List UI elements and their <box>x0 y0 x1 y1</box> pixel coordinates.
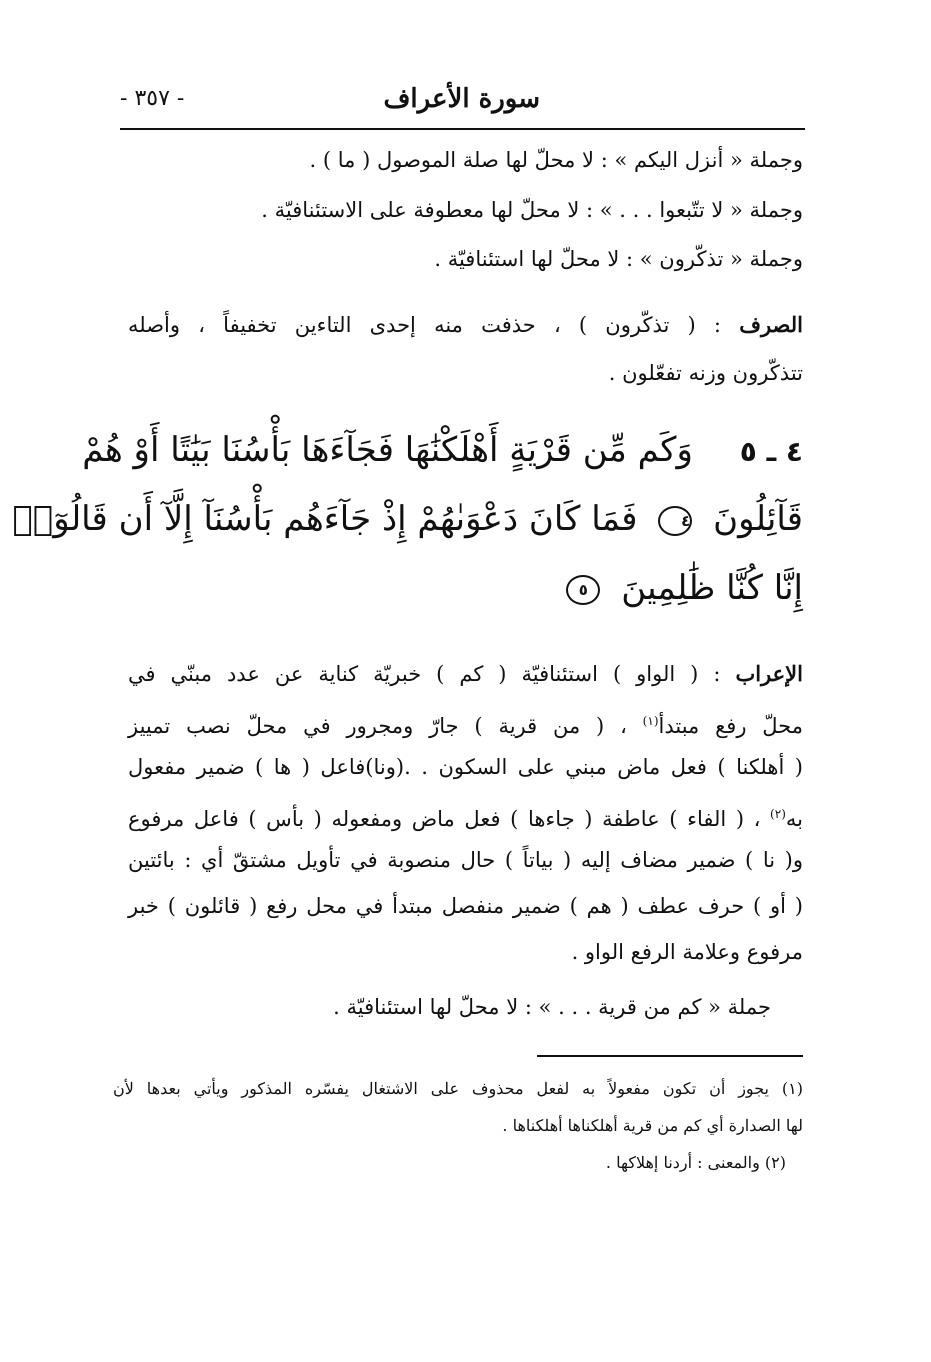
irab-line <box>128 707 803 740</box>
verse-line <box>12 497 803 541</box>
footnote-line: (٢) والمعنى : أردنا إهلاكها . <box>605 1153 786 1172</box>
sarf-text: : ( تذكّرون ) ، حذفت منه إحدى التاءين تخفيفاً ، وأصله <box>128 313 721 337</box>
sentence-line: وجملة « أنزل اليكم » : لا محلّ لها صلة الموصول ( ما ) . <box>309 148 803 172</box>
footnote-divider <box>537 1055 803 1057</box>
irab-text: ، ( الفاء ) عاطفة ( جاءها ) فعل ماض ومفعوله ( بأس ) فاعل مرفوع <box>128 807 761 831</box>
irab-text: به <box>785 807 803 831</box>
sentence-line: وجملة « تذكّرون » : لا محلّ لها استئنافيّة . <box>434 247 803 271</box>
verse-line <box>128 566 803 610</box>
footnote-line: (١) يجوز أن تكون مفعولاً به لفعل محذوف على الاشتغال يفسّره المذكور ويأتي بعدها لأن <box>113 1079 803 1098</box>
irab-line: و( نا ) ضمير مضاف إليه ( بياتاً ) حال منصوبة في تأويل مشتقّ أي : بائتين <box>128 848 803 872</box>
surah-title: سورة الأعراف <box>383 84 540 114</box>
header-divider <box>120 128 805 130</box>
irab-text: محلّ رفع مبتدأ <box>658 714 803 738</box>
ayah-end-marker: ٤ <box>658 506 692 536</box>
sarf-paragraph-line: تتذكّرون وزنه تفعّلون . <box>608 361 803 385</box>
ayah-end-marker: ٥ <box>566 575 600 605</box>
irab-line: ( أهلكنا ) فعل ماض مبني على السكون . .(ونا)فاعل ( ها ) ضمير مفعول <box>128 755 803 779</box>
sentence-line: وجملة « لا تتّبعوا . . . » : لا محلّ لها معطوفة على الاستئنافيّة . <box>261 198 803 222</box>
footnote-ref: (١) <box>642 714 659 728</box>
page-header <box>120 80 805 124</box>
footnote-line: لها الصدارة أي كم من قرية أهلكناها أهلكناها . <box>502 1116 803 1135</box>
irab-line: مرفوع وعلامة الرفع الواو . <box>571 940 803 964</box>
irab-text: ، ( من قرية ) جارّ ومجرور في محلّ نصب تمييز <box>128 714 627 738</box>
verse-text: قَآئِلُونَ <box>713 499 803 539</box>
verse-line <box>82 428 803 474</box>
irab-label: الإعراب <box>735 661 803 686</box>
irab-line <box>128 800 803 833</box>
irab-text: : ( الواو ) استئنافيّة ( كم ) خبريّة كناية عن عدد مبنّي في <box>128 662 721 686</box>
verse-number: ٤ ـ ٥ <box>739 435 803 468</box>
irab-line <box>128 660 803 688</box>
verse-text: وَكَم مِّن قَرْيَةٍ أَهْلَكْنَٰهَا فَجَآءَهَا بَأْسُنَا بَيَٰتًا أَوْ هُمْ <box>82 430 693 470</box>
sarf-paragraph-line <box>128 311 803 339</box>
sentence-line: جملة « كم من قرية . . . » : لا محلّ لها استئنافيّة . <box>333 995 771 1019</box>
sarf-label: الصرف <box>739 312 803 337</box>
irab-line: ( أو ) حرف عطف ( هم ) ضمير منفصل مبتدأ في محل رفع ( قائلون ) خبر <box>128 894 803 918</box>
footnote-ref: (٢) <box>770 807 786 821</box>
verse-text: فَمَا كَانَ دَعْوَىٰهُمْ إِذْ جَآءَهُم بَأْسُنَآ إِلَّآ أَن قَالُوٓا۟ <box>12 499 638 539</box>
page-number: - ٣٥٧ - <box>120 86 185 111</box>
verse-text: إِنَّا كُنَّا ظَٰلِمِينَ <box>621 568 803 608</box>
